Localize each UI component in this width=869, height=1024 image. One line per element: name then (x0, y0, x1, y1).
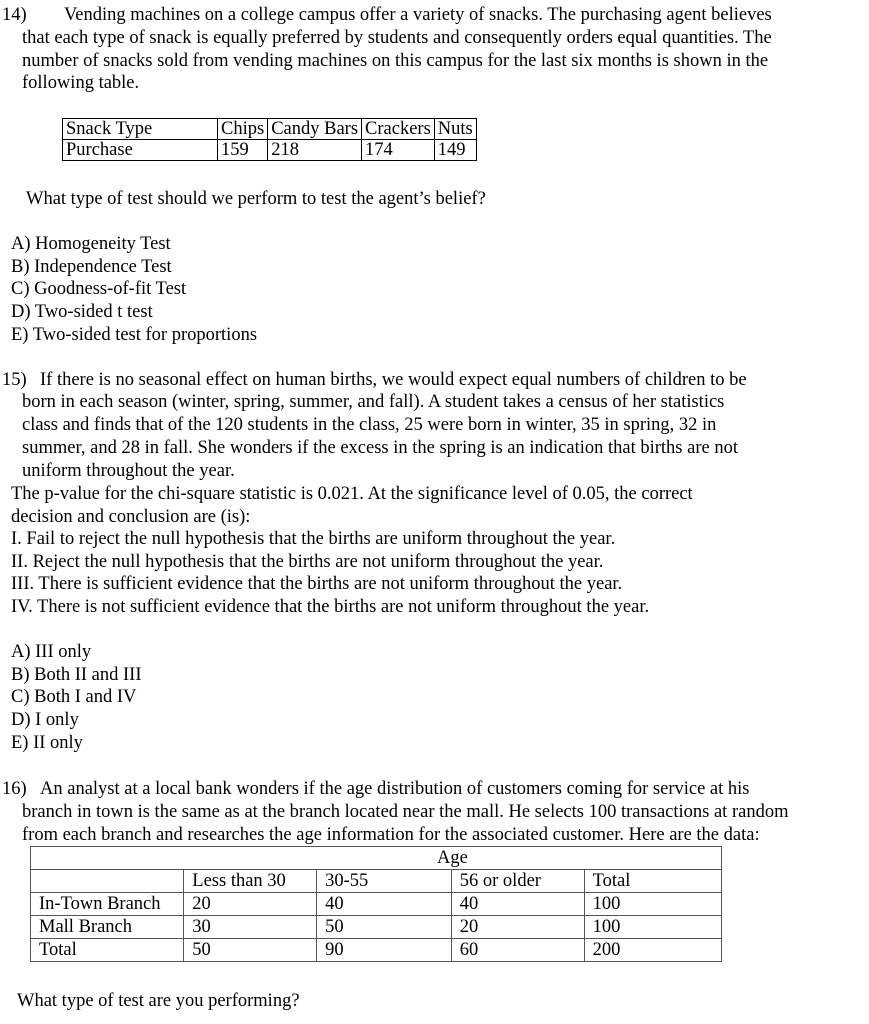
table-cell: Nuts (434, 119, 476, 140)
question-text-line: that each type of snack is equally preferred by students and consequently orders equal quantities. The (22, 28, 772, 48)
table-group-header-row (31, 847, 722, 870)
table-cell: 200 (584, 939, 721, 962)
table-cell: 60 (451, 939, 584, 962)
table-row (31, 893, 722, 916)
statement-list (11, 528, 649, 619)
table-cell (317, 847, 452, 870)
answer-choice: E) II only (11, 732, 83, 753)
table-cell: Snack Type (63, 119, 218, 140)
table-group-header: Age (437, 848, 468, 868)
table-row-label: Total (31, 939, 184, 962)
table-cell: 100 (584, 893, 721, 916)
answer-choice: A) III only (11, 642, 92, 662)
question-prompt: What type of test are you performing? (17, 991, 300, 1011)
answer-choice: B) Independence Test (11, 256, 172, 277)
answer-choice: D) Two-sided t test (11, 302, 153, 323)
question-text-line: born in each season (winter, spring, summer, and fall). A student takes a census of her statistics (22, 392, 725, 412)
answer-choice: A) Homogeneity Test (11, 234, 171, 254)
answer-choice: E) Two-sided test for proportions (11, 324, 258, 345)
question-text-line: branch in town is the same as at the branch located near the mall. He selects 100 transactions at random (22, 802, 789, 822)
question-prompt: What type of test should we perform to test the agent’s belief? (26, 189, 486, 209)
answer-choice: B) Both II and III (11, 664, 142, 685)
question-text-line: class and finds that of the 120 students in the class, 25 were born in winter, 35 in spring, 32 in (22, 415, 717, 435)
age-table (30, 846, 722, 962)
table-cell: 30 (184, 916, 317, 939)
table-row-label: In-Town Branch (31, 893, 184, 916)
table-row (31, 939, 722, 962)
table-cell: Chips (218, 119, 268, 140)
table-cell: 90 (317, 939, 452, 962)
table-cell: 40 (317, 893, 452, 916)
question-text-line: If there is no seasonal effect on human births, we would expect equal numbers of children to be (40, 370, 747, 390)
question-text-line: summer, and 28 in fall. She wonders if the excess in the spring is an indication that births are not (22, 438, 738, 458)
table-cell: Candy Bars (268, 119, 362, 140)
answer-choices (11, 641, 142, 754)
table-column-header: 56 or older (451, 870, 584, 893)
question-number: 14) (2, 5, 27, 25)
table-cell (31, 870, 184, 893)
table-column-header: 30-55 (317, 870, 452, 893)
question-text-line: number of snacks sold from vending machines on this campus for the last six months is shown in the (22, 51, 769, 71)
table-cell (31, 847, 184, 870)
table-column-header: Less than 30 (184, 870, 317, 893)
table-header-row (63, 119, 477, 140)
table-row (63, 140, 477, 161)
table-cell: 50 (317, 916, 452, 939)
question-text-line: uniform throughout the year. (22, 461, 235, 481)
table-cell: 159 (218, 140, 268, 161)
statement-item: I. Fail to reject the null hypothesis that the births are uniform throughout the year. (11, 529, 616, 549)
table-cell: 20 (184, 893, 317, 916)
table-cell (451, 847, 584, 870)
table-header-row (31, 870, 722, 893)
table-cell: 50 (184, 939, 317, 962)
question-number: 16) (2, 779, 27, 799)
table-cell (584, 847, 721, 870)
table-cell: 149 (434, 140, 476, 161)
statement-item: II. Reject the null hypothesis that the births are not uniform throughout the year. (11, 551, 604, 572)
table-cell: Purchase (63, 140, 218, 161)
answer-choice: C) Goodness-of-fit Test (11, 279, 187, 300)
table-cell: 40 (451, 893, 584, 916)
answer-choices (11, 233, 257, 346)
answer-choice: D) I only (11, 710, 79, 731)
question-text-line: from each branch and researches the age information for the associated customer. Here are the data: (22, 825, 760, 845)
question-text-line: An analyst at a local bank wonders if the age distribution of customers coming for service at his (40, 779, 750, 799)
table-column-header: Total (584, 870, 721, 893)
snack-table (62, 118, 477, 161)
statement-item: IV. There is not sufficient evidence that the births are not uniform throughout the year. (11, 597, 650, 618)
table-row-label: Mall Branch (31, 916, 184, 939)
answer-choice: C) Both I and IV (11, 687, 137, 708)
question-text-line: The p-value for the chi-square statistic is 0.021. At the significance level of 0.05, the correct (11, 484, 693, 504)
question-text-line: Vending machines on a college campus offer a variety of snacks. The purchasing agent believes (64, 5, 772, 25)
table-row (31, 916, 722, 939)
question-text-line: decision and conclusion are (is): (11, 507, 251, 527)
table-cell: 20 (451, 916, 584, 939)
statement-item: III. There is sufficient evidence that the births are not uniform throughout the year. (11, 574, 623, 595)
table-cell: 174 (362, 140, 435, 161)
table-cell (184, 847, 317, 870)
question-text-line: following table. (22, 73, 140, 93)
table-cell: Crackers (362, 119, 435, 140)
table-cell: 218 (268, 140, 362, 161)
question-number: 15) (2, 370, 27, 390)
table-cell: 100 (584, 916, 721, 939)
